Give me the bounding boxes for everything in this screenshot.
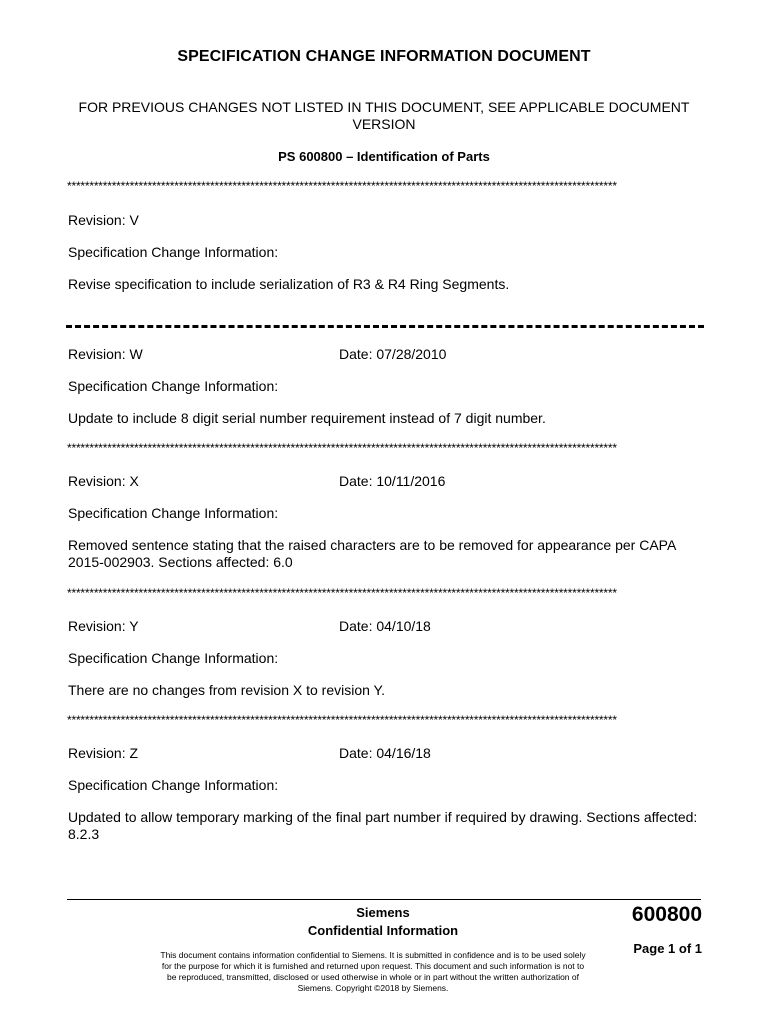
- footer-divider: [67, 899, 701, 900]
- change-info-label: Specification Change Information:: [68, 650, 279, 666]
- change-info-label: Specification Change Information:: [68, 505, 279, 521]
- revision-date: Date: 04/16/18: [339, 745, 431, 761]
- dashed-divider: [66, 325, 704, 328]
- change-info-text: Revise specification to include serialization of R3 & R4 Ring Segments.: [68, 276, 510, 292]
- revision-date: Date: 10/11/2016: [339, 473, 446, 489]
- revision-label: Revision: Z: [68, 745, 139, 761]
- document-subtitle: FOR PREVIOUS CHANGES NOT LISTED IN THIS DOCUMENT, SEE APPLICABLE DOCUMENT VERSION: [78, 99, 690, 132]
- document-title: SPECIFICATION CHANGE INFORMATION DOCUMENT: [177, 48, 591, 65]
- change-info-label: Specification Change Information:: [68, 777, 279, 793]
- footer-notice: This document contains information confidential to Siemens. It is submitted in confidence and is to be used solely for the purpose for which it is furnished and returned upon request. This document and such information is not to be reproduced, transmitted, disclosed or used otherwise in whole or in part without the written authorization of Siemens. Copyright ©2018 by Siemens.: [160, 950, 586, 993]
- separator-stars: ***************************************************************************************************************************: [67, 180, 617, 192]
- change-info-label: Specification Change Information:: [68, 378, 279, 394]
- separator-stars: ***************************************************************************************************************************: [67, 587, 617, 599]
- revision-label: Revision: Y: [68, 618, 139, 634]
- revision-label: Revision: V: [68, 212, 139, 228]
- footer-company: Siemens: [356, 905, 410, 920]
- change-info-text: Updated to allow temporary marking of the final part number if required by drawing. Sections affected: 8.2.3: [68, 809, 698, 842]
- change-info-text: Update to include 8 digit serial number requirement instead of 7 digit number.: [68, 410, 546, 426]
- revision-label: Revision: X: [68, 473, 139, 489]
- change-info-label: Specification Change Information:: [68, 244, 279, 260]
- page-number: Page 1 of 1: [633, 941, 702, 956]
- footer-confidential: Confidential Information: [307, 923, 459, 938]
- change-info-text: There are no changes from revision X to revision Y.: [68, 682, 385, 698]
- change-info-text: Removed sentence stating that the raised characters are to be removed for appearance per CAPA 2015-002903. Sections affected: 6.0: [68, 537, 676, 570]
- revision-date: Date: 04/10/18: [339, 618, 431, 634]
- revision-date: Date: 07/28/2010: [339, 346, 447, 362]
- separator-stars: ***************************************************************************************************************************: [67, 442, 617, 454]
- revision-label: Revision: W: [68, 346, 143, 362]
- separator-stars: ***************************************************************************************************************************: [67, 714, 617, 726]
- document-reference: PS 600800 – Identification of Parts: [278, 149, 490, 164]
- document-number: 600800: [631, 903, 702, 926]
